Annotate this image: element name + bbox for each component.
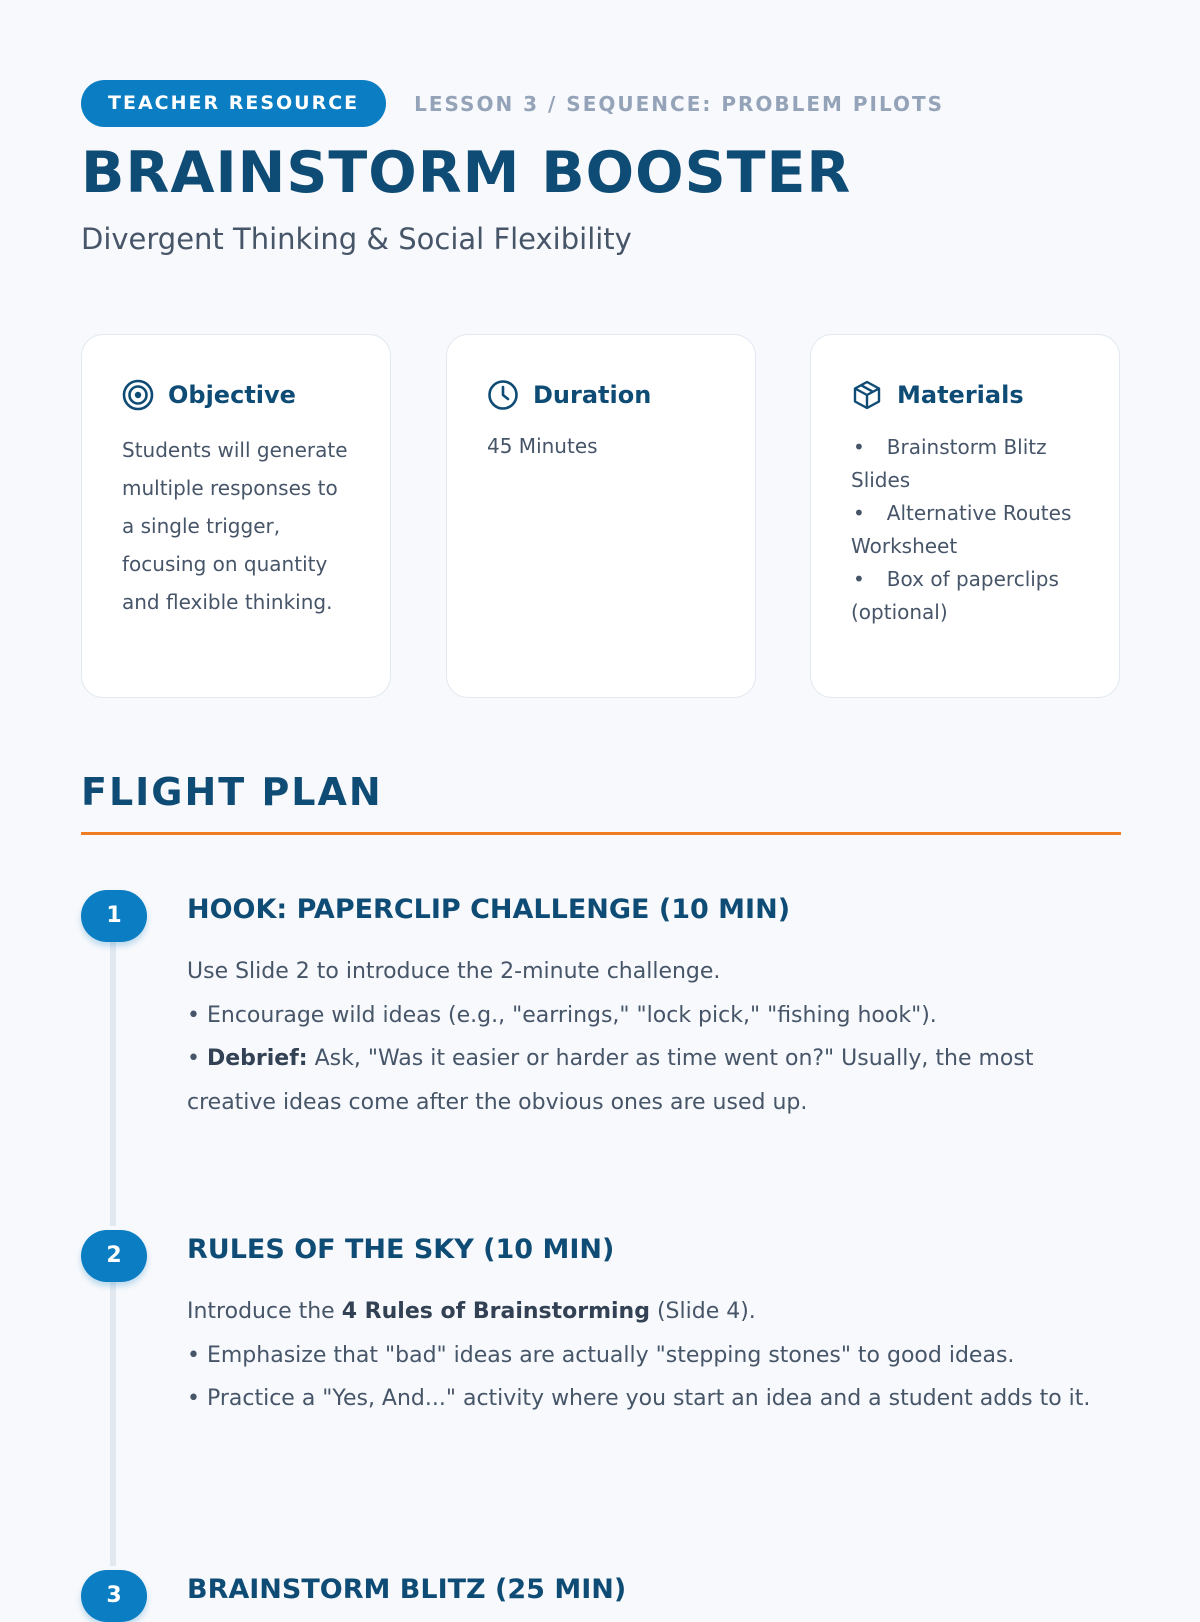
step-body [187,1290,1121,1421]
summary-cards [81,334,1121,698]
section-divider [81,832,1121,835]
clock-icon [487,379,519,411]
step-body [187,950,1121,1124]
objective-text: Students will generate multiple responses to a single trigger, focusing on quantity and flexible thinking. [122,438,348,614]
step-number-badge: 2 [81,1230,147,1282]
step-title: HOOK: PAPERCLIP CHALLENGE (10 MIN) [187,894,791,925]
breadcrumb: LESSON 3 / SEQUENCE: PROBLEM PILOTS [414,91,945,116]
materials-item: • Alternative Routes Worksheet [851,497,1079,563]
step-text: Use Slide 2 to introduce the 2-minute challenge. [187,959,721,984]
materials-item: • Box of paperclips (optional) [851,563,1079,629]
duration-title: Duration [533,381,652,409]
bullet-mark: • [187,1046,207,1071]
teacher-resource-badge: TEACHER RESOURCE [81,80,386,127]
step-bullet [187,1037,1121,1124]
step-bullet: • Emphasize that "bad" ideas are actually "stepping stones" to good ideas. [187,1342,1015,1368]
duration-card [446,334,756,698]
page-subtitle: Divergent Thinking & Social Flexibility [81,222,632,256]
debrief-text: Ask, "Was it easier or harder as time went on?" Usually, the most creative ideas come after the obvious ones are used up. [187,1046,1034,1115]
box-icon [851,379,883,411]
objective-card [81,334,391,698]
materials-list [851,431,1079,629]
step-bullet: • Practice a "Yes, And..." activity where you start an idea and a student adds to it. [187,1386,1091,1411]
objective-card-header [122,379,350,411]
step-text [187,1290,1121,1334]
header-meta [81,80,944,127]
materials-card [810,334,1120,698]
duration-card-header [487,379,715,411]
materials-item: • Brainstorm Blitz Slides [851,431,1079,497]
target-icon [122,379,154,411]
step-text-post: (Slide 4). [649,1299,756,1324]
step-number-badge: 1 [81,890,147,942]
debrief-label: Debrief: [206,1046,308,1071]
step-title: BRAINSTORM BLITZ (25 MIN) [187,1574,627,1605]
step-bullet: • Encourage wild ideas (e.g., "earrings," "lock pick," "fishing hook"). [187,1002,937,1028]
step-title: RULES OF THE SKY (10 MIN) [187,1234,615,1265]
materials-card-header [851,379,1079,411]
timeline-line [110,938,116,1226]
objective-title: Objective [168,381,296,409]
rules-label: 4 Rules of Brainstorming [341,1299,650,1324]
flight-plan-title: FLIGHT PLAN [81,770,383,814]
step-text-pre: Introduce the [187,1299,342,1324]
timeline-line [110,1278,116,1566]
step-number-badge: 3 [81,1570,147,1622]
page-title: BRAINSTORM BOOSTER [81,140,852,206]
duration-text: 45 Minutes [487,434,598,458]
materials-title: Materials [897,381,1024,409]
